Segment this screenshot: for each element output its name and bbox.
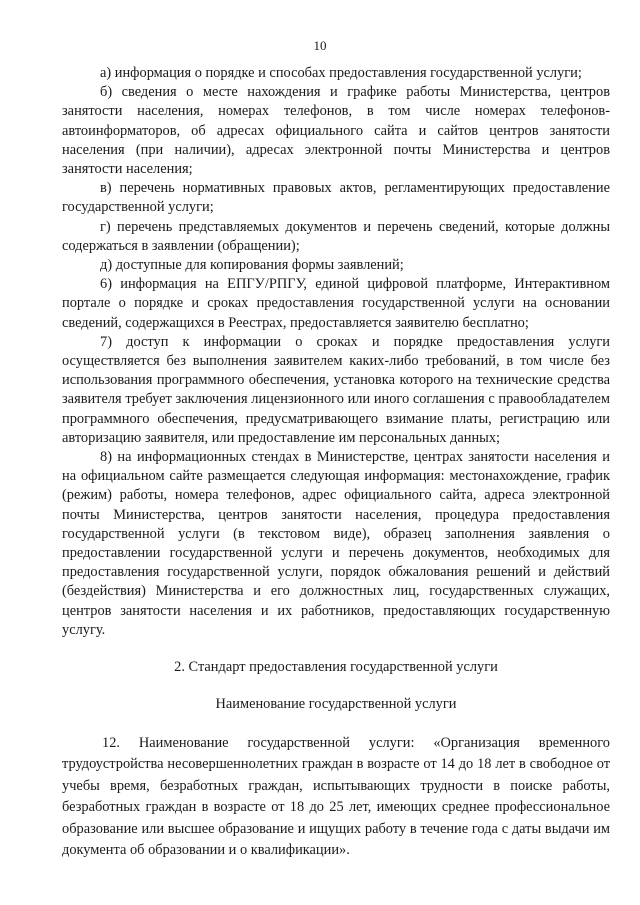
page-number: 10: [313, 38, 327, 53]
section-heading: 2. Стандарт предоставления государственной услуги: [174, 659, 498, 676]
list-item-6: 6) информация на ЕПГУ/РПГУ, единой цифровой платформе, Интерактивном портале о порядке и сроках предоставления государственной услуги на основании сведений, содержащихся в Реестрах, предоставляется заявителю бесплатно;: [62, 276, 610, 331]
list-item-7: 7) доступ к информации о сроках и порядке предоставления услуги осуществляется без выполнения заявителем каких-либо требований, в том числе без использования программного обеспечения, установка которого на технические средства заявителя требует заключения лицензионного или иного соглашения с правообладателем программного обеспечения, предусматривающего взимание платы, регистрацию или авторизацию заявителя, или предоставление им персональных данных;: [62, 333, 610, 446]
list-item-d: д) доступные для копирования формы заявлений;: [100, 257, 404, 274]
document-body: [62, 64, 610, 862]
subsection-heading: Наименование государственной услуги: [215, 696, 457, 713]
list-item-8: 8) на информационных стендах в Министерстве, центрах занятости населения и на официальном сайте размещается следующая информация: местонахождение, график (режим) работы, номера телефонов, адрес официального сайта, адреса электронной почты Министерства, центров занятости населения, процедура предоставления государственной услуги (в текстовом виде), образец заполнения заявления о предоставлении государственной услуги и перечень документов, необходимых для предоставления государственной услуги, порядок обжалования решений и действий (бездействия) Министерства и его должностных лиц, государственных служащих, центров занятости населения и их работников, предоставляющих государственную услугу.: [62, 449, 610, 638]
list-item-v: в) перечень нормативных правовых актов, регламентирующих предоставление государственной услуги;: [62, 180, 610, 216]
list-item-a: а) информация о порядке и способах предоставления государственной услуги;: [100, 65, 582, 81]
list-item-b: б) сведения о месте нахождения и графике работы Министерства, центров занятости населения, номерах телефонов, в том числе номерах телефонов-автоинформаторов, об адресах официального сайта и сайтов центров занятости населения (при наличии), адресах электронной почты Министерства и центров занятости населения;: [62, 84, 610, 178]
paragraph-12: 12. Наименование государственной услуги: «Организация временного трудоустройства несовершеннолетних граждан в возрасте от 14 до 18 лет в свободное от учебы время, безработных граждан, испытывающих трудности в поиске работы, безработных граждан в возрасте от 18 до 25 лет, имеющих среднее профессиональное образование или высшее образование и ищущих работу в течение года с даты выдачи им документа об образовании и о квалификации».: [62, 734, 610, 859]
list-item-g: г) перечень представляемых документов и перечень сведений, которые должны содержаться в заявлении (обращении);: [62, 218, 610, 254]
